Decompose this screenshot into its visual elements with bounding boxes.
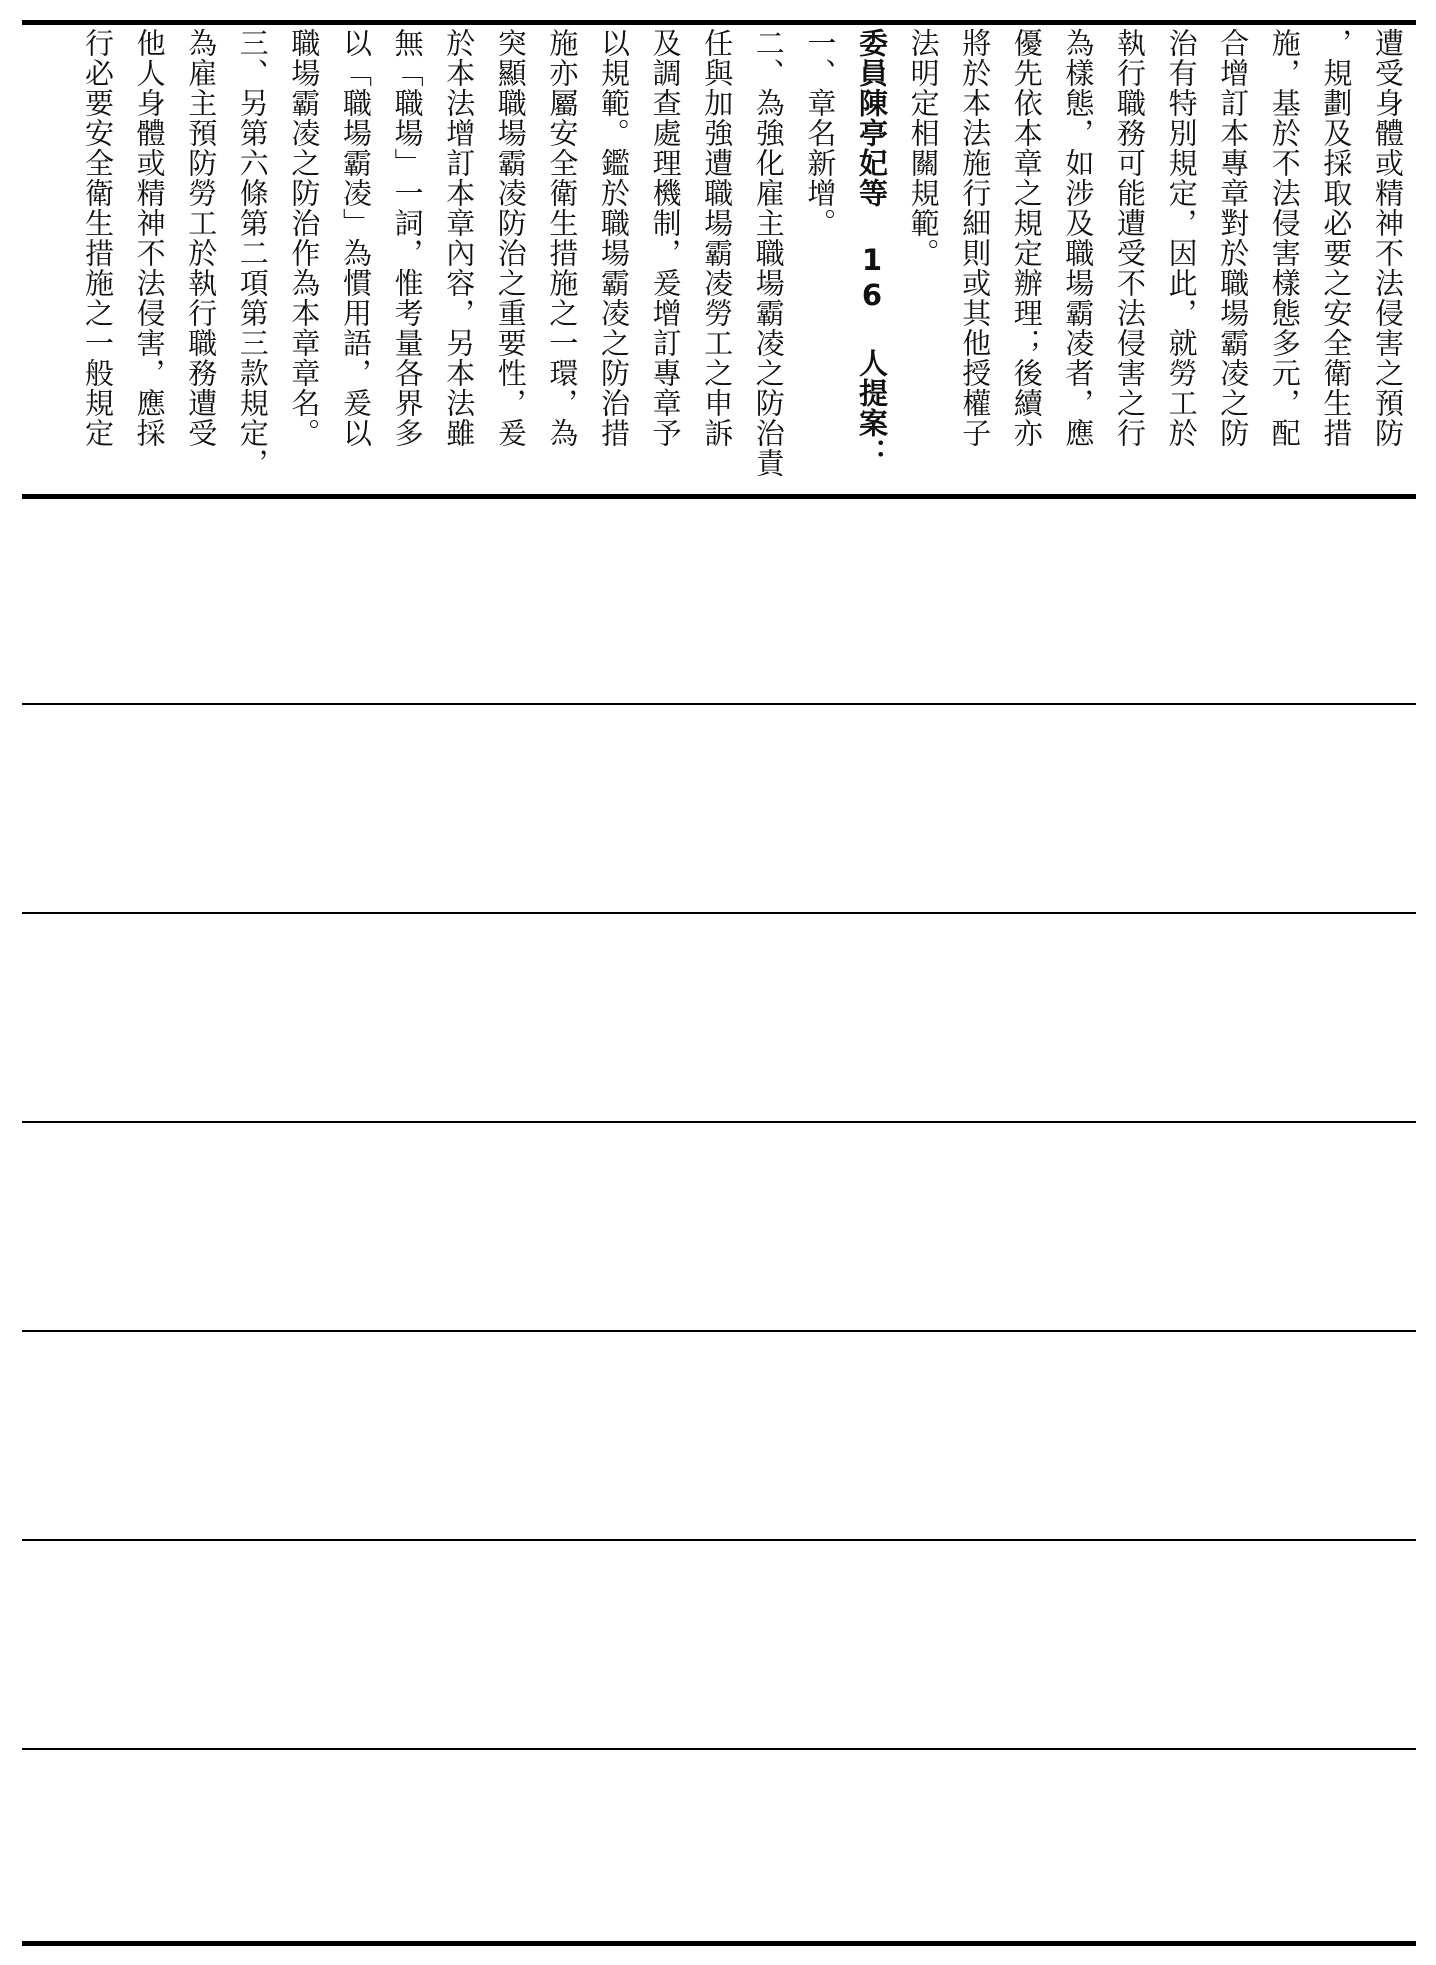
text-column: 他人身體或精神不法侵害，應採 — [132, 28, 167, 448]
text-column: 施，基於不法侵害樣態多元，配 — [1267, 28, 1302, 448]
text-column: 以「職場霸凌」為慣用語，爰以 — [339, 28, 373, 448]
row-divider — [22, 1330, 1416, 1332]
text-column: 施亦屬安全衛生措施之一環，為 — [545, 28, 580, 448]
proposal-heading: 委員陳亭妃等 16 人提案： — [855, 28, 889, 468]
text-column: ，規劃及採取必要之安全衛生措 — [1319, 28, 1354, 448]
row-divider — [22, 1121, 1416, 1123]
text-column: 無「職場」一詞，惟考量各界多 — [390, 28, 425, 448]
top-border — [22, 20, 1416, 25]
text-column: 優先依本章之規定辦理；後續亦 — [1009, 28, 1044, 448]
text-column: 二、為強化雇主職場霸凌之防治責 — [751, 28, 786, 478]
row-divider — [22, 494, 1416, 499]
text-column: 行必要安全衛生措施之一般規定 — [81, 28, 115, 448]
text-column: 執行職務可能遭受不法侵害之行 — [1113, 28, 1147, 448]
text-column: 及調查處理機制，爰增訂專章予 — [648, 28, 683, 448]
row-divider — [22, 1748, 1416, 1750]
text-column: 治有特別規定，因此，就勞工於 — [1164, 28, 1199, 448]
row-divider — [22, 1539, 1416, 1541]
row-divider — [22, 703, 1416, 705]
text-column: 為樣態，如涉及職場霸凌者，應 — [1061, 28, 1096, 448]
text-column: 法明定相關規範。 — [906, 28, 941, 268]
text-column: 突顯職場霸凌防治之重要性，爰 — [493, 28, 528, 448]
text-column: 一、章名新增。 — [803, 28, 838, 238]
text-column: 職場霸凌之防治作為本章章名。 — [287, 28, 322, 448]
text-column: 將於本法施行細則或其他授權子 — [958, 28, 993, 448]
text-column: 合增訂本專章對於職場霸凌之防 — [1216, 28, 1251, 448]
text-column: 於本法增訂本章內容，另本法雖 — [442, 28, 477, 448]
text-column: 三、另第六條第二項第三款規定， — [235, 28, 270, 478]
bottom-border — [22, 1941, 1416, 1946]
text-column: 任與加強遭職場霸凌勞工之申訴 — [700, 28, 735, 448]
row-divider — [22, 912, 1416, 914]
text-column: 以規範。鑑於職場霸凌之防治措 — [597, 28, 631, 448]
text-column: 為雇主預防勞工於執行職務遭受 — [184, 28, 219, 448]
text-column: 遭受身體或精神不法侵害之預防 — [1371, 28, 1405, 448]
